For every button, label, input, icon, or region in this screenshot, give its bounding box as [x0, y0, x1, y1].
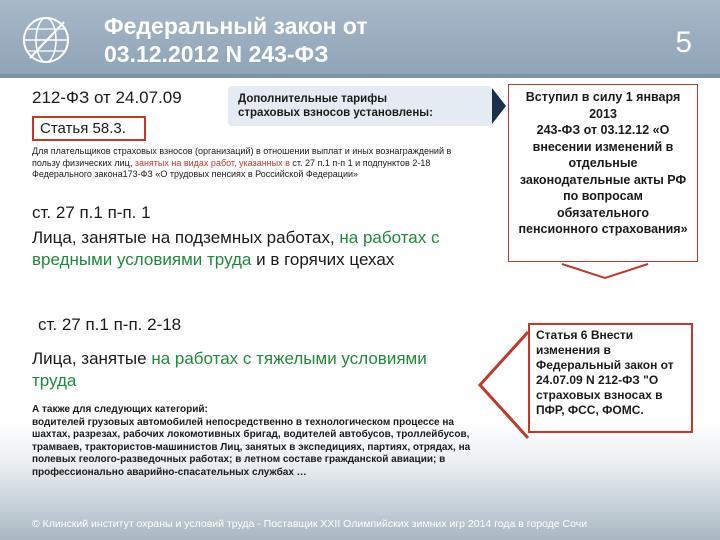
- title-line-1: Федеральный закон от: [104, 13, 368, 39]
- underground-highlight: на работах с вредными условиями труда: [32, 228, 440, 269]
- page-title: [104, 12, 524, 68]
- heavy-text-1: Лица, занятые: [32, 349, 152, 368]
- down-arrow-icon: [560, 262, 650, 280]
- heavy-highlight: на работах с тяжелыми условиями труда: [32, 349, 427, 390]
- categories-text: водителей грузовых автомобилей непосредственно в технологическом процессе на шахтах, разрезах, рабочих локомотивных бригад, водителей автобусов, троллейбусов, трамваев, трактористов-машинистов Лиц, занятых в экспедициях, партиях, отрядах, на полевых геолого-разведочных работах; в летном составе гражданской авиации; в профессионально аварийно-спасательных службах …: [32, 416, 471, 478]
- effective-body: 243-ФЗ от 03.12.12 «О внесении изменений в отдельные законодательные акты РФ по вопросам обязательного пенсионного страхования»: [518, 123, 688, 236]
- underground-workers-text: [32, 227, 472, 270]
- underground-text-1: Лица, занятые на подземных работах,: [32, 228, 340, 247]
- left-arrow-icon: [474, 330, 530, 440]
- title-line-2: 03.12.2012 N 243-ФЗ: [104, 41, 329, 67]
- payers-text-2: ст. 27 п.1 п-п 1 и подпунктов 2-18 Федерального закона173-ФЗ «О трудовых пенсиях в Российской Федерации»: [32, 157, 431, 179]
- payers-paragraph: [32, 146, 472, 181]
- header-band: [0, 0, 720, 78]
- law-212-label: 212-ФЗ от 24.07.09: [32, 88, 182, 107]
- globe-logo-icon: [20, 14, 72, 66]
- header-divider: [0, 74, 720, 78]
- effective-date-box: [508, 84, 698, 262]
- slide-number: 5: [675, 26, 692, 59]
- tariffs-line-1: Дополнительные тарифы: [238, 93, 388, 105]
- categories-heading: А также для следующих категорий:: [32, 404, 208, 415]
- effective-lead: Вступил в силу 1 января 2013: [525, 90, 681, 121]
- tariffs-line-2: страховых взносов установлены:: [238, 107, 433, 119]
- tariffs-callout: [228, 86, 492, 126]
- article-6-box: Статья 6 Внести изменения в Федеральный закон от 24.07.09 N 212-ФЗ "О страховых взносах в ПФР, ФСС, ФОМС.: [528, 323, 693, 433]
- payers-text-1: Для плательщиков страховых взносов (организаций) в отношении выплат и иных вознаграждений в пользу физических лиц,: [32, 146, 452, 168]
- article-58-3-box: Статья 58.3.: [32, 116, 146, 141]
- other-categories-paragraph: [32, 404, 472, 479]
- payers-highlight: занятых на видах работ, указанных в: [134, 157, 290, 168]
- article-27-1-label: ст. 27 п.1 п-п. 1: [32, 203, 151, 222]
- heavy-work-text: [32, 348, 452, 391]
- underground-text-2: и в горячих цехах: [251, 249, 395, 269]
- article-27-2-label: ст. 27 п.1 п-п. 2-18: [38, 315, 182, 334]
- footer-caption: © Клинский институт охраны и условий труда - Поставщик XXII Олимпийских зимних игр 2014 года в городе Сочи: [32, 518, 588, 530]
